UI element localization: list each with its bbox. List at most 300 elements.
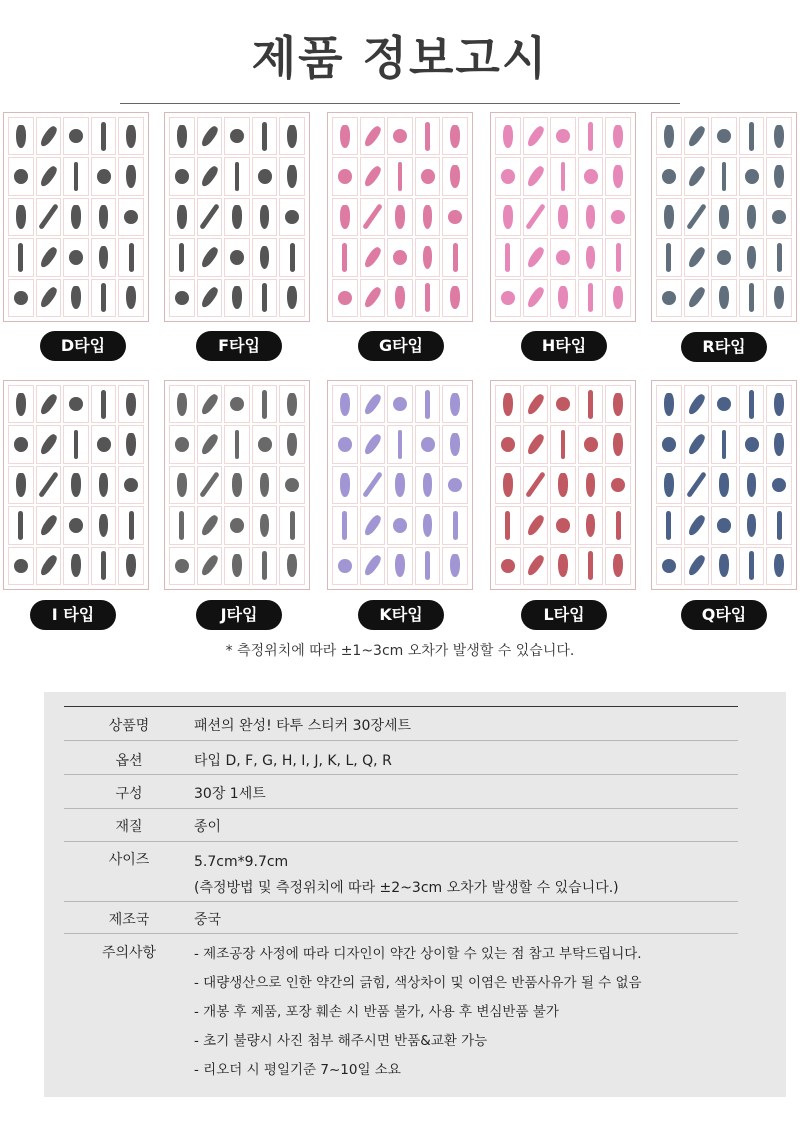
tattoo-design-icon xyxy=(656,238,682,276)
spec-table-panel xyxy=(44,692,786,1097)
tattoo-design-icon xyxy=(656,425,682,463)
sticker-sheet-d xyxy=(3,112,149,322)
tattoo-design-icon xyxy=(279,279,305,317)
tattoo-design-icon xyxy=(495,279,521,317)
tattoo-design-icon xyxy=(387,425,413,463)
tattoo-design-icon xyxy=(605,238,631,276)
spec-key: 재질 xyxy=(115,819,143,835)
tattoo-design-icon xyxy=(279,198,305,236)
tattoo-design-icon xyxy=(523,198,549,236)
tattoo-design-icon xyxy=(415,279,441,317)
tattoo-design-icon xyxy=(197,157,223,195)
tattoo-design-icon xyxy=(36,279,62,317)
tattoo-design-icon xyxy=(387,157,413,195)
spec-row-cautions xyxy=(64,934,738,1084)
tattoo-design-icon xyxy=(8,506,34,544)
spec-key: 제조국 xyxy=(108,912,150,928)
tattoo-design-icon xyxy=(63,425,89,463)
tattoo-design-icon xyxy=(387,198,413,236)
tattoo-design-icon xyxy=(224,425,250,463)
tattoo-design-icon xyxy=(36,157,62,195)
tattoo-design-icon xyxy=(656,279,682,317)
tattoo-design-icon xyxy=(387,506,413,544)
tattoo-design-icon xyxy=(578,238,604,276)
tattoo-design-icon xyxy=(8,198,34,236)
tattoo-design-icon xyxy=(684,506,710,544)
sticker-sheet-i xyxy=(3,380,149,590)
tattoo-design-icon xyxy=(495,547,521,585)
tattoo-design-icon xyxy=(495,425,521,463)
tattoo-design-icon xyxy=(711,425,737,463)
tattoo-design-icon xyxy=(415,547,441,585)
tattoo-design-icon xyxy=(252,506,278,544)
tattoo-design-icon xyxy=(684,238,710,276)
tattoo-design-icon xyxy=(684,157,710,195)
tattoo-design-icon xyxy=(387,279,413,317)
tattoo-design-icon xyxy=(360,198,386,236)
tattoo-design-icon xyxy=(91,506,117,544)
tattoo-design-icon xyxy=(8,547,34,585)
tattoo-design-icon xyxy=(224,157,250,195)
tattoo-design-icon xyxy=(169,279,195,317)
tattoo-design-icon xyxy=(442,238,468,276)
tattoo-design-icon xyxy=(63,238,89,276)
tattoo-design-icon xyxy=(523,547,549,585)
tattoo-design-icon xyxy=(605,425,631,463)
tattoo-design-icon xyxy=(252,238,278,276)
tattoo-design-icon xyxy=(252,385,278,423)
spec-row-material xyxy=(64,809,738,842)
spec-key: 사이즈 xyxy=(108,852,150,868)
spec-value: 타입 D, F, G, H, I, J, K, L, Q, R xyxy=(194,753,392,769)
type-badge-r: R타입 xyxy=(681,332,767,362)
tattoo-design-icon xyxy=(739,238,765,276)
tattoo-design-icon xyxy=(415,117,441,155)
spec-key: 상품명 xyxy=(108,718,150,734)
tattoo-design-icon xyxy=(8,157,34,195)
tattoo-design-icon xyxy=(739,425,765,463)
tattoo-design-icon xyxy=(711,117,737,155)
tattoo-design-icon xyxy=(360,279,386,317)
tattoo-design-icon xyxy=(605,385,631,423)
title-divider xyxy=(120,103,680,104)
tattoo-design-icon xyxy=(550,238,576,276)
tattoo-design-icon xyxy=(495,506,521,544)
spec-value: 패션의 완성! 타투 스티커 30장세트 xyxy=(194,718,412,734)
tattoo-design-icon xyxy=(63,279,89,317)
type-badge-h: H타입 xyxy=(521,331,607,361)
tattoo-design-icon xyxy=(739,279,765,317)
tattoo-design-icon xyxy=(63,157,89,195)
sticker-sheet-f xyxy=(164,112,310,322)
tattoo-design-icon xyxy=(169,466,195,504)
tattoo-design-icon xyxy=(495,157,521,195)
tattoo-design-icon xyxy=(118,157,144,195)
tattoo-design-icon xyxy=(523,117,549,155)
tattoo-design-icon xyxy=(360,117,386,155)
tattoo-design-icon xyxy=(739,117,765,155)
tattoo-design-icon xyxy=(169,157,195,195)
tattoo-design-icon xyxy=(578,466,604,504)
tattoo-design-icon xyxy=(224,238,250,276)
tattoo-design-icon xyxy=(279,117,305,155)
tattoo-design-icon xyxy=(550,547,576,585)
size-value: 5.7cm*9.7cm xyxy=(194,854,289,870)
tattoo-design-icon xyxy=(197,117,223,155)
tattoo-design-icon xyxy=(224,506,250,544)
spec-row-composition xyxy=(64,775,738,809)
sticker-sheet-h xyxy=(490,112,636,322)
tattoo-design-icon xyxy=(91,238,117,276)
tattoo-design-icon xyxy=(118,385,144,423)
tattoo-design-icon xyxy=(766,198,792,236)
tattoo-design-icon xyxy=(442,279,468,317)
tattoo-design-icon xyxy=(684,466,710,504)
tattoo-design-icon xyxy=(169,385,195,423)
tattoo-design-icon xyxy=(63,466,89,504)
tattoo-design-icon xyxy=(523,238,549,276)
tattoo-design-icon xyxy=(766,117,792,155)
tattoo-design-icon xyxy=(550,157,576,195)
tattoo-design-icon xyxy=(169,547,195,585)
tattoo-design-icon xyxy=(684,385,710,423)
tattoo-design-icon xyxy=(523,425,549,463)
spec-value: 중국 xyxy=(194,912,222,928)
tattoo-design-icon xyxy=(91,385,117,423)
tattoo-design-icon xyxy=(684,198,710,236)
tattoo-design-icon xyxy=(252,279,278,317)
tattoo-design-icon xyxy=(711,157,737,195)
size-note: (측정방법 및 측정위치에 따라 ±2~3cm 오차가 발생할 수 있습니다.) xyxy=(194,880,619,896)
tattoo-design-icon xyxy=(739,466,765,504)
tattoo-design-icon xyxy=(387,466,413,504)
tattoo-design-icon xyxy=(118,279,144,317)
tattoo-design-icon xyxy=(252,117,278,155)
tattoo-design-icon xyxy=(279,425,305,463)
tattoo-design-icon xyxy=(169,117,195,155)
tattoo-design-icon xyxy=(332,425,358,463)
tattoo-design-icon xyxy=(360,506,386,544)
tattoo-design-icon xyxy=(197,466,223,504)
tattoo-design-icon xyxy=(91,117,117,155)
tattoo-design-icon xyxy=(197,547,223,585)
tattoo-design-icon xyxy=(279,238,305,276)
tattoo-design-icon xyxy=(197,198,223,236)
caution-item: - 개봉 후 제품, 포장 훼손 시 반품 불가, 사용 후 변심반품 불가 xyxy=(194,1004,559,1020)
tattoo-design-icon xyxy=(442,506,468,544)
tattoo-design-icon xyxy=(36,466,62,504)
tattoo-design-icon xyxy=(224,547,250,585)
tattoo-design-icon xyxy=(656,198,682,236)
tattoo-design-icon xyxy=(169,425,195,463)
tattoo-design-icon xyxy=(8,279,34,317)
tattoo-design-icon xyxy=(91,547,117,585)
tattoo-design-icon xyxy=(63,547,89,585)
tattoo-design-icon xyxy=(387,117,413,155)
tattoo-design-icon xyxy=(578,506,604,544)
tattoo-design-icon xyxy=(169,198,195,236)
tattoo-design-icon xyxy=(63,385,89,423)
tattoo-design-icon xyxy=(63,506,89,544)
tattoo-design-icon xyxy=(578,425,604,463)
tattoo-design-icon xyxy=(360,425,386,463)
tattoo-design-icon xyxy=(279,466,305,504)
sticker-sheet-l xyxy=(490,380,636,590)
tattoo-design-icon xyxy=(360,157,386,195)
caution-item: - 리오더 시 평일기준 7~10일 소요 xyxy=(194,1062,401,1078)
sticker-sheet-r xyxy=(651,112,797,322)
tattoo-design-icon xyxy=(252,198,278,236)
spec-value xyxy=(194,849,619,901)
tattoo-design-icon xyxy=(523,157,549,195)
tattoo-design-icon xyxy=(656,506,682,544)
tattoo-design-icon xyxy=(36,425,62,463)
tattoo-design-icon xyxy=(550,425,576,463)
tattoo-design-icon xyxy=(711,466,737,504)
sticker-sheet-j xyxy=(164,380,310,590)
tattoo-design-icon xyxy=(279,506,305,544)
sticker-sheet-k xyxy=(327,380,473,590)
tattoo-design-icon xyxy=(656,385,682,423)
tattoo-design-icon xyxy=(197,506,223,544)
tattoo-design-icon xyxy=(8,385,34,423)
tattoo-design-icon xyxy=(224,198,250,236)
tattoo-design-icon xyxy=(578,117,604,155)
tattoo-design-icon xyxy=(91,198,117,236)
tattoo-design-icon xyxy=(224,466,250,504)
tattoo-design-icon xyxy=(442,157,468,195)
tattoo-design-icon xyxy=(197,279,223,317)
tattoo-design-icon xyxy=(118,506,144,544)
tattoo-design-icon xyxy=(360,547,386,585)
tattoo-design-icon xyxy=(605,466,631,504)
caution-item: - 초기 불량시 사진 첨부 해주시면 반품&교환 가능 xyxy=(194,1033,488,1049)
tattoo-design-icon xyxy=(118,466,144,504)
tattoo-design-icon xyxy=(36,547,62,585)
type-badge-j: J타입 xyxy=(196,600,282,630)
spec-key: 주의사항 xyxy=(101,945,157,961)
tattoo-design-icon xyxy=(415,506,441,544)
tattoo-design-icon xyxy=(63,117,89,155)
tattoo-design-icon xyxy=(442,117,468,155)
tattoo-design-icon xyxy=(656,547,682,585)
tattoo-design-icon xyxy=(36,238,62,276)
tattoo-design-icon xyxy=(36,198,62,236)
tattoo-design-icon xyxy=(332,238,358,276)
spec-value: 종이 xyxy=(194,819,222,835)
tattoo-design-icon xyxy=(442,466,468,504)
type-badge-i: I 타입 xyxy=(30,600,116,630)
tattoo-design-icon xyxy=(360,385,386,423)
tattoo-design-icon xyxy=(766,547,792,585)
tattoo-design-icon xyxy=(332,279,358,317)
spec-key: 옵션 xyxy=(115,753,143,769)
tattoo-design-icon xyxy=(523,466,549,504)
tattoo-design-icon xyxy=(495,385,521,423)
tattoo-design-icon xyxy=(387,547,413,585)
type-badge-g: G타입 xyxy=(358,331,444,361)
tattoo-design-icon xyxy=(684,425,710,463)
tattoo-design-icon xyxy=(91,425,117,463)
tattoo-design-icon xyxy=(656,157,682,195)
tattoo-design-icon xyxy=(766,385,792,423)
tattoo-design-icon xyxy=(656,466,682,504)
type-badge-d: D타입 xyxy=(40,331,126,361)
tattoo-design-icon xyxy=(442,547,468,585)
tattoo-design-icon xyxy=(711,198,737,236)
spec-key: 구성 xyxy=(115,786,143,802)
tattoo-design-icon xyxy=(766,279,792,317)
tattoo-design-icon xyxy=(8,117,34,155)
tattoo-design-icon xyxy=(91,157,117,195)
tattoo-design-icon xyxy=(360,466,386,504)
tattoo-design-icon xyxy=(415,198,441,236)
tattoo-design-icon xyxy=(550,279,576,317)
tattoo-design-icon xyxy=(252,425,278,463)
tattoo-design-icon xyxy=(711,547,737,585)
tattoo-design-icon xyxy=(495,466,521,504)
tattoo-design-icon xyxy=(442,385,468,423)
tattoo-design-icon xyxy=(36,117,62,155)
spec-row-origin xyxy=(64,902,738,934)
tattoo-design-icon xyxy=(332,547,358,585)
tattoo-design-icon xyxy=(415,157,441,195)
tattoo-design-icon xyxy=(169,506,195,544)
tattoo-design-icon xyxy=(684,279,710,317)
tattoo-design-icon xyxy=(279,385,305,423)
tattoo-design-icon xyxy=(118,198,144,236)
tattoo-design-icon xyxy=(36,385,62,423)
tattoo-design-icon xyxy=(656,117,682,155)
tattoo-design-icon xyxy=(197,385,223,423)
tattoo-design-icon xyxy=(169,238,195,276)
tattoo-design-icon xyxy=(550,198,576,236)
tattoo-design-icon xyxy=(332,385,358,423)
tattoo-design-icon xyxy=(252,547,278,585)
tattoo-design-icon xyxy=(523,385,549,423)
tattoo-design-icon xyxy=(118,117,144,155)
spec-value xyxy=(194,940,642,1085)
tattoo-design-icon xyxy=(605,279,631,317)
tattoo-design-icon xyxy=(684,117,710,155)
tattoo-design-icon xyxy=(739,506,765,544)
tattoo-design-icon xyxy=(415,238,441,276)
tattoo-design-icon xyxy=(578,157,604,195)
type-badge-f: F타입 xyxy=(196,331,282,361)
tattoo-design-icon xyxy=(605,547,631,585)
tattoo-design-icon xyxy=(766,157,792,195)
tattoo-design-icon xyxy=(332,466,358,504)
tattoo-design-icon xyxy=(8,238,34,276)
tattoo-design-icon xyxy=(118,547,144,585)
type-badge-q: Q타입 xyxy=(681,600,767,630)
type-badge-k: K타입 xyxy=(358,600,444,630)
tattoo-design-icon xyxy=(495,198,521,236)
tattoo-design-icon xyxy=(387,385,413,423)
spec-row-size xyxy=(64,842,738,902)
tattoo-design-icon xyxy=(495,117,521,155)
spec-row-options xyxy=(64,741,738,775)
tattoo-design-icon xyxy=(766,506,792,544)
tattoo-design-icon xyxy=(605,157,631,195)
tattoo-design-icon xyxy=(711,385,737,423)
spec-table xyxy=(64,706,738,1084)
tattoo-design-icon xyxy=(495,238,521,276)
tattoo-design-icon xyxy=(550,466,576,504)
tattoo-design-icon xyxy=(91,279,117,317)
tattoo-design-icon xyxy=(550,506,576,544)
tattoo-design-icon xyxy=(36,506,62,544)
tattoo-design-icon xyxy=(578,279,604,317)
tattoo-design-icon xyxy=(332,506,358,544)
tattoo-design-icon xyxy=(332,198,358,236)
tattoo-design-icon xyxy=(360,238,386,276)
tattoo-design-icon xyxy=(766,466,792,504)
tattoo-design-icon xyxy=(523,279,549,317)
tattoo-design-icon xyxy=(197,425,223,463)
sticker-sheet-q xyxy=(651,380,797,590)
page-title: 제품 정보고시 xyxy=(251,31,549,85)
tattoo-design-icon xyxy=(711,506,737,544)
tattoo-design-icon xyxy=(8,425,34,463)
tattoo-design-icon xyxy=(605,198,631,236)
tattoo-design-icon xyxy=(766,425,792,463)
tattoo-design-icon xyxy=(332,157,358,195)
tattoo-design-icon xyxy=(279,547,305,585)
tattoo-design-icon xyxy=(224,279,250,317)
type-badge-l: L타입 xyxy=(521,600,607,630)
tattoo-design-icon xyxy=(578,198,604,236)
tattoo-design-icon xyxy=(197,238,223,276)
tattoo-design-icon xyxy=(118,238,144,276)
tattoo-design-icon xyxy=(8,466,34,504)
tattoo-design-icon xyxy=(684,547,710,585)
tattoo-design-icon xyxy=(252,157,278,195)
tattoo-design-icon xyxy=(523,506,549,544)
caution-item: - 대량생산으로 인한 약간의 긁힘, 색상차이 및 이염은 반품사유가 될 수 없음 xyxy=(194,975,642,991)
tattoo-design-icon xyxy=(415,425,441,463)
tattoo-design-icon xyxy=(415,466,441,504)
tattoo-design-icon xyxy=(442,425,468,463)
tattoo-design-icon xyxy=(739,157,765,195)
spec-row-product-name xyxy=(64,707,738,741)
tattoo-design-icon xyxy=(252,466,278,504)
tattoo-design-icon xyxy=(387,238,413,276)
tattoo-design-icon xyxy=(224,385,250,423)
tattoo-design-icon xyxy=(578,385,604,423)
tattoo-design-icon xyxy=(442,198,468,236)
tattoo-design-icon xyxy=(605,506,631,544)
sticker-sheet-g xyxy=(327,112,473,322)
tattoo-design-icon xyxy=(711,238,737,276)
tattoo-design-icon xyxy=(739,198,765,236)
tattoo-design-icon xyxy=(415,385,441,423)
tattoo-design-icon xyxy=(332,117,358,155)
spec-value: 30장 1세트 xyxy=(194,786,266,802)
measurement-note: * 측정위치에 따라 ±1~3cm 오차가 발생할 수 있습니다. xyxy=(225,643,575,659)
tattoo-design-icon xyxy=(279,157,305,195)
caution-item: - 제조공장 사정에 따라 디자인이 약간 상이할 수 있는 점 참고 부탁드립니다. xyxy=(194,946,642,962)
tattoo-design-icon xyxy=(63,198,89,236)
tattoo-design-icon xyxy=(550,385,576,423)
tattoo-design-icon xyxy=(711,279,737,317)
tattoo-design-icon xyxy=(91,466,117,504)
tattoo-design-icon xyxy=(605,117,631,155)
tattoo-design-icon xyxy=(550,117,576,155)
tattoo-design-icon xyxy=(739,547,765,585)
tattoo-design-icon xyxy=(739,385,765,423)
tattoo-design-icon xyxy=(578,547,604,585)
